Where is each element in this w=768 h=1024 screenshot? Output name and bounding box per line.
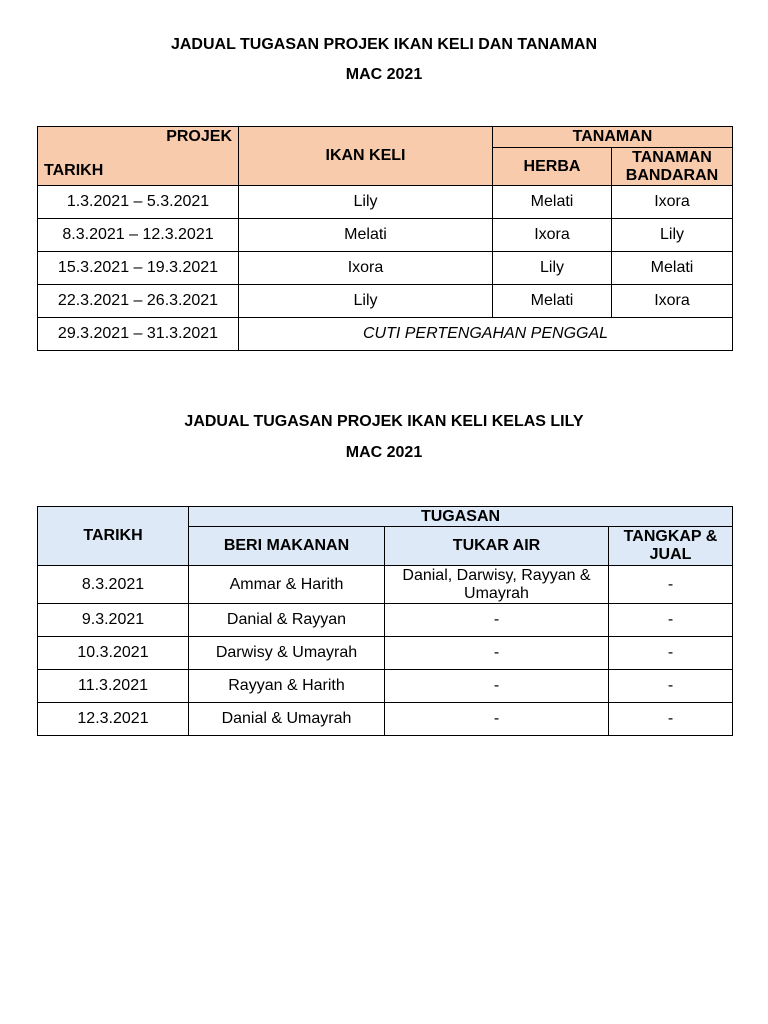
cell-tukar-air: -: [385, 670, 609, 703]
cell-tarikh: 8.3.2021: [38, 566, 189, 604]
header-beri-makanan: BERI MAKANAN: [189, 527, 385, 566]
header-tanaman: TANAMAN: [493, 127, 733, 148]
header-tangkap-jual: TANGKAP & JUAL: [609, 527, 733, 566]
cell-herba: Melati: [493, 285, 612, 318]
cell-tangkap-jual: -: [609, 637, 733, 670]
table-row: [38, 670, 733, 703]
cell-tangkap-jual: -: [609, 566, 733, 604]
table-row: [38, 219, 733, 252]
cell-tangkap-jual: -: [609, 604, 733, 637]
schedule-2-title: JADUAL TUGASAN PROJEK IKAN KELI KELAS LILY: [184, 413, 584, 430]
cell-beri-makanan: Rayyan & Harith: [189, 670, 385, 703]
cell-beri-makanan: Darwisy & Umayrah: [189, 637, 385, 670]
header-tugasan: TUGASAN: [189, 507, 733, 527]
cell-tarikh: 8.3.2021 – 12.3.2021: [38, 219, 239, 252]
cell-tukar-air: Danial, Darwisy, Rayyan & Umayrah: [385, 566, 609, 604]
cell-tukar-air: -: [385, 637, 609, 670]
header-tarikh: TARIKH: [44, 162, 104, 179]
cell-tangkap-jual: -: [609, 670, 733, 703]
schedule-1-table: [37, 126, 733, 351]
table-row: [38, 252, 733, 285]
schedule-2-subtitle: MAC 2021: [345, 444, 423, 461]
schedule-1-title: JADUAL TUGASAN PROJEK IKAN KELI DAN TANAMAN: [170, 36, 598, 53]
header-herba: HERBA: [493, 148, 612, 186]
header-ikan-keli: IKAN KELI: [239, 127, 493, 186]
cell-bandaran: Ixora: [612, 285, 733, 318]
header-projek: PROJEK: [166, 128, 232, 145]
cell-tukar-air: -: [385, 703, 609, 736]
cell-ikan-keli: Melati: [239, 219, 493, 252]
cell-beri-makanan: Danial & Rayyan: [189, 604, 385, 637]
cell-herba: Melati: [493, 186, 612, 219]
cell-ikan-keli: Lily: [239, 285, 493, 318]
cell-herba: Ixora: [493, 219, 612, 252]
cell-herba: Lily: [493, 252, 612, 285]
table-row: [38, 637, 733, 670]
table-row: [38, 703, 733, 736]
cell-bandaran: Lily: [612, 219, 733, 252]
table-row: [38, 604, 733, 637]
schedule-2-table: [37, 506, 733, 736]
cell-ikan-keli: Ixora: [239, 252, 493, 285]
header-tarikh: TARIKH: [38, 507, 189, 566]
cell-tarikh: 15.3.2021 – 19.3.2021: [38, 252, 239, 285]
schedule-1-subtitle: MAC 2021: [345, 66, 423, 83]
header-tukar-air: TUKAR AIR: [385, 527, 609, 566]
cell-beri-makanan: Ammar & Harith: [189, 566, 385, 604]
cell-tarikh: 22.3.2021 – 26.3.2021: [38, 285, 239, 318]
cell-ikan-keli: Lily: [239, 186, 493, 219]
header-tanaman-bandaran: TANAMAN BANDARAN: [612, 148, 733, 186]
cell-tarikh: 29.3.2021 – 31.3.2021: [38, 318, 239, 351]
cell-bandaran: Ixora: [612, 186, 733, 219]
table-row: [38, 566, 733, 604]
cell-tarikh: 12.3.2021: [38, 703, 189, 736]
holiday-note: CUTI PERTENGAHAN PENGGAL: [239, 318, 733, 351]
cell-tarikh: 10.3.2021: [38, 637, 189, 670]
table-row-holiday: [38, 318, 733, 351]
cell-tarikh: 1.3.2021 – 5.3.2021: [38, 186, 239, 219]
table-row: [38, 186, 733, 219]
cell-tarikh: 11.3.2021: [38, 670, 189, 703]
cell-tukar-air: -: [385, 604, 609, 637]
cell-tangkap-jual: -: [609, 703, 733, 736]
cell-bandaran: Melati: [612, 252, 733, 285]
header-projek-tarikh: [38, 127, 239, 186]
cell-beri-makanan: Danial & Umayrah: [189, 703, 385, 736]
table-row: [38, 285, 733, 318]
cell-tarikh: 9.3.2021: [38, 604, 189, 637]
